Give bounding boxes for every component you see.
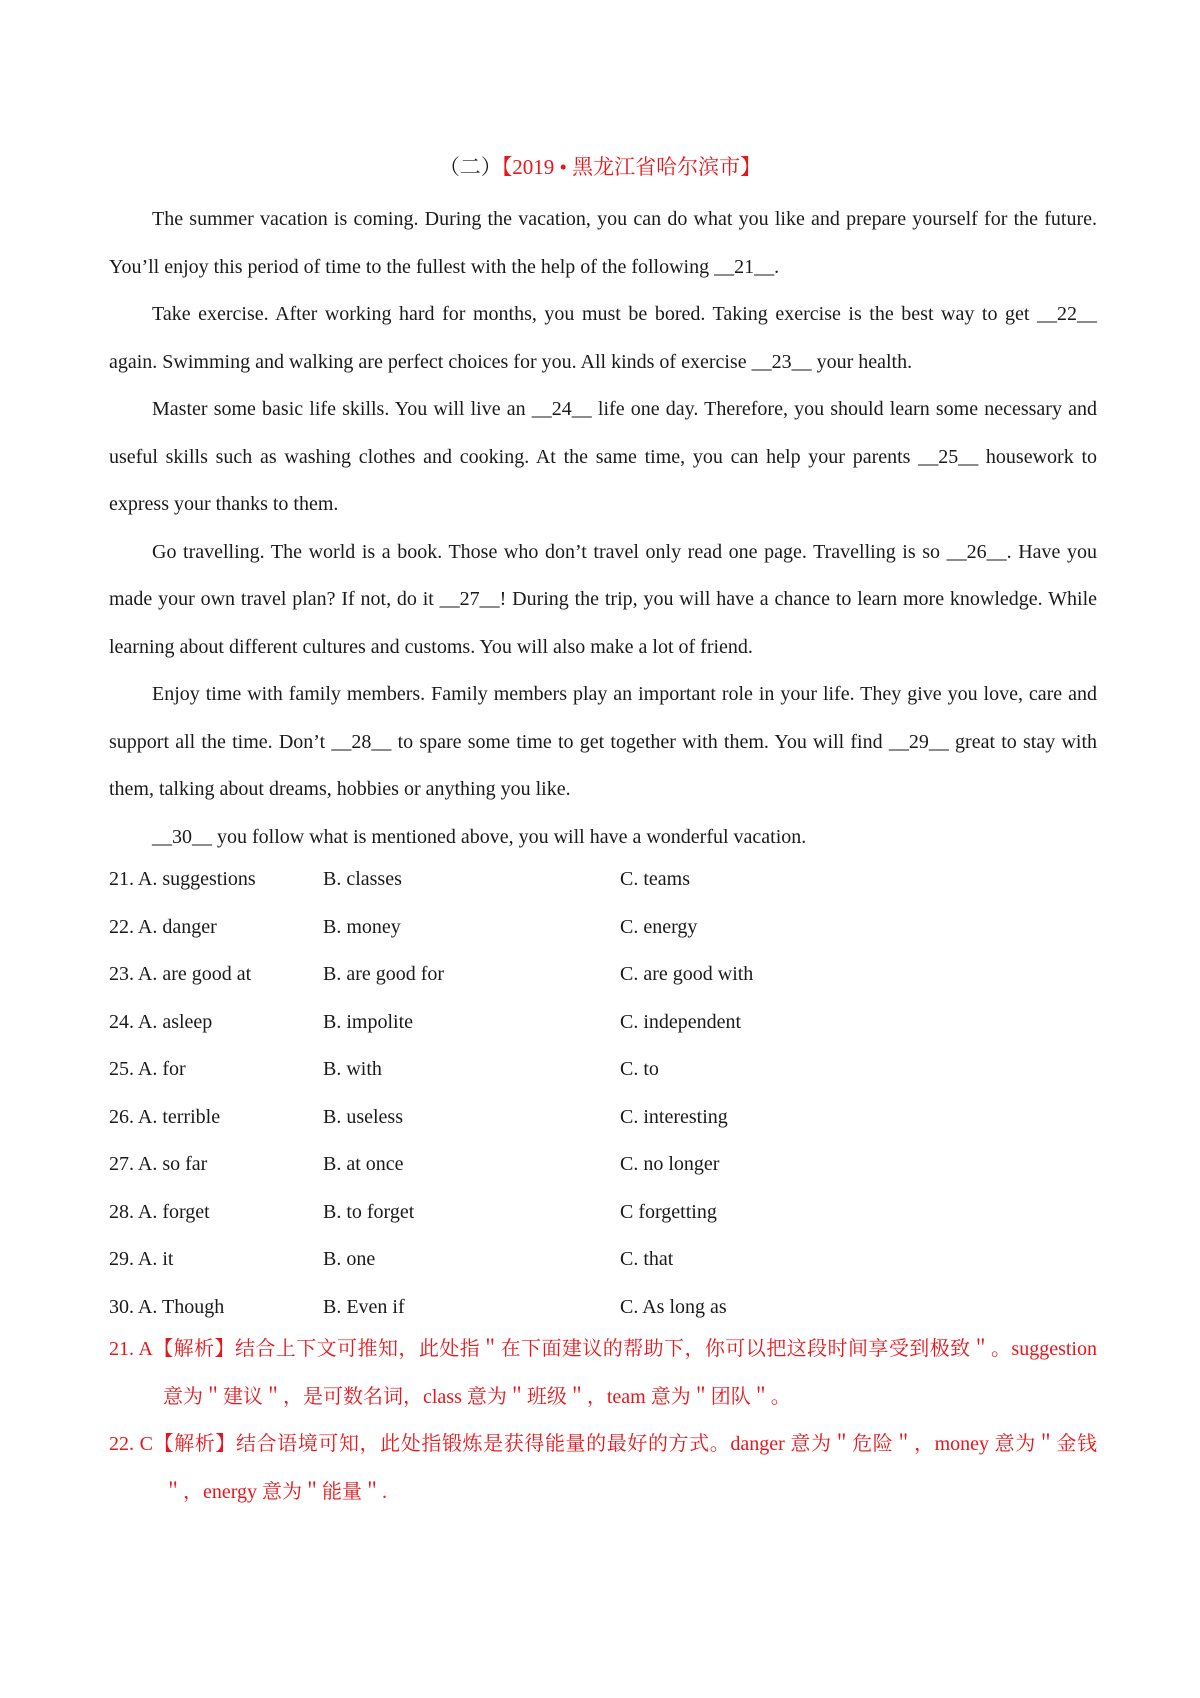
option-c: C. are good with bbox=[620, 963, 754, 985]
question-row bbox=[109, 856, 1097, 904]
answer-text: 21. A【解析】结合上下文可推知，此处指＂在下面建议的帮助下，你可以把这段时间享受到极致＂。suggestion 意为＂建议＂，是可数名词，class 意为＂班级＂，team 意为＂团队＂。 bbox=[109, 1338, 1097, 1408]
option-b: B. to forget bbox=[323, 1200, 415, 1223]
option-a: 21. A. suggestions bbox=[109, 868, 256, 890]
option-b: B. impolite bbox=[323, 1010, 413, 1033]
option-b: B. with bbox=[323, 1058, 382, 1080]
option-b: B. at once bbox=[323, 1153, 404, 1175]
option-a: 27. A. so far bbox=[109, 1153, 208, 1175]
section-number: （二） bbox=[438, 155, 502, 179]
option-c: C. As long as bbox=[620, 1295, 727, 1318]
option-a: 23. A. are good at bbox=[109, 963, 252, 985]
option-c: C. to bbox=[620, 1058, 659, 1080]
option-c: C. teams bbox=[620, 868, 690, 890]
option-c: C forgetting bbox=[620, 1200, 717, 1223]
passage-paragraph: Take exercise. After working hard for months, you must be bored. Taking exercise is the best way to get __22__ again. Swimming and walking are perfect choices for you. All kinds of exercise __23__ your health. bbox=[109, 303, 1097, 373]
option-b: B. classes bbox=[323, 868, 402, 890]
source-tag: 【2019 • 黑龙江省哈尔滨市】 bbox=[501, 155, 762, 179]
section-title bbox=[0, 152, 1200, 182]
option-b: B. Even if bbox=[323, 1295, 405, 1318]
option-c: C. that bbox=[620, 1248, 674, 1270]
question-row bbox=[109, 951, 1097, 999]
option-a: 22. A. danger bbox=[109, 915, 217, 938]
option-a: 26. A. terrible bbox=[109, 1105, 221, 1128]
question-row bbox=[109, 1141, 1097, 1189]
question-row bbox=[109, 999, 1097, 1047]
option-b: B. one bbox=[323, 1248, 376, 1270]
answer-item bbox=[109, 1326, 1097, 1421]
passage-paragraph: __30__ you follow what is mentioned above, you will have a wonderful vacation. bbox=[152, 825, 807, 848]
question-row bbox=[109, 1236, 1097, 1284]
question-row bbox=[109, 1094, 1097, 1142]
answer-text: 22. C【解析】结合语境可知，此处指锻炼是获得能量的最好的方式。danger 意为＂危险＂，money 意为＂金钱＂，energy 意为＂能量＂. bbox=[109, 1433, 1097, 1503]
passage-paragraph: The summer vacation is coming. During the vacation, you can do what you like and prepare yourself for the future. You’ll enjoy this period of time to the fullest with the help of the following __21__. bbox=[109, 208, 1097, 278]
question-row bbox=[109, 904, 1097, 952]
option-a: 28. A. forget bbox=[109, 1200, 210, 1223]
option-a: 24. A. asleep bbox=[109, 1010, 213, 1033]
option-b: B. are good for bbox=[323, 963, 445, 985]
option-a: 25. A. for bbox=[109, 1058, 186, 1080]
option-b: B. money bbox=[323, 915, 401, 938]
option-b: B. useless bbox=[323, 1105, 403, 1128]
answer-item bbox=[109, 1421, 1097, 1516]
option-c: C. energy bbox=[620, 915, 698, 938]
option-c: C. interesting bbox=[620, 1105, 728, 1128]
option-c: C. no longer bbox=[620, 1153, 720, 1175]
question-row bbox=[109, 1046, 1097, 1094]
passage-paragraph: Go travelling. The world is a book. Those who don’t travel only read one page. Travelling is so __26__. Have you made your own travel plan? If not, do it __27__! During the trip, you will have a chance to learn more knowledge. While learning about different cultures and customs. You will also make a lot of friend. bbox=[109, 540, 1097, 658]
option-c: C. independent bbox=[620, 1010, 742, 1033]
option-a: 29. A. it bbox=[109, 1248, 174, 1270]
passage-paragraph: Enjoy time with family members. Family members play an important role in your life. They give you love, care and support all the time. Don’t __28__ to spare some time to get together with them. You will find __29__ great to stay with them, talking about dreams, hobbies or anything you like. bbox=[109, 683, 1097, 800]
answer-explanations bbox=[109, 1326, 1097, 1516]
question-row bbox=[109, 1284, 1097, 1332]
option-a: 30. A. Though bbox=[109, 1295, 225, 1318]
question-row bbox=[109, 1189, 1097, 1237]
question-list bbox=[109, 856, 1097, 1331]
reading-passage bbox=[109, 196, 1097, 861]
passage-paragraph: Master some basic life skills. You will live an __24__ life one day. Therefore, you should learn some necessary and useful skills such as washing clothes and cooking. At the same time, you can help your parents __25__ housework to express your thanks to them. bbox=[109, 398, 1097, 515]
